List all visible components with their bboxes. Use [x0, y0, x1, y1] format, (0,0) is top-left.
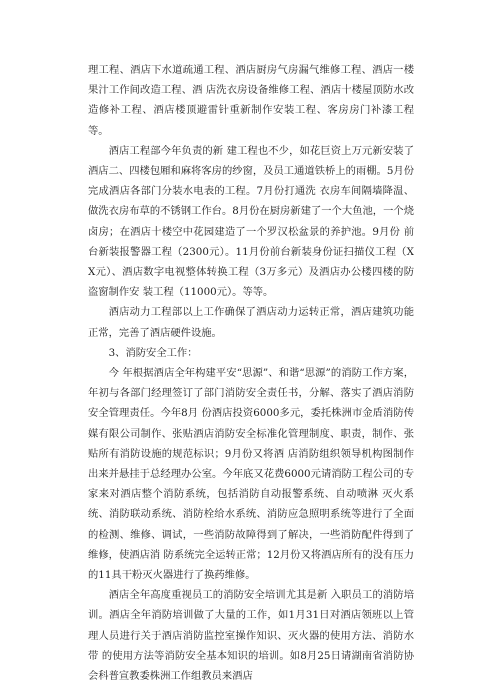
- paragraph-new-construction: 酒店工程部今年负责的新 建工程也不少，如花巨资上万元新安装了酒店二、四楼包厢和麻将客房的纱窗，及员工通道铁桥上的雨棚。5月份完成酒店各部门分装水电表的工程。7月份打通洗 衣房车间隔墙降温、做洗衣房布草的不锈钢工作台。8月份在厨房新建了一个大鱼池，一个烧卤房；在酒店十楼空中花园建造了一个罗汉松盆景的养护池。9月份 前台新装报警器工程（2300元）。11月份前台新装身份证扫描仪工程（XX元）、酒店数字电视整体转换工程（3万多元）及酒店办公楼四楼的防盗窗制作安 装工程（11000元）。等等。: [88, 144, 414, 299]
- paragraph-engineering-summary: 酒店动力工程部以上工作确保了酒店动力运转正常，酒店建筑功能正常，完善了酒店硬件设施。: [88, 306, 414, 339]
- paragraph-fire-safety-training: 酒店全年高度重视员工的消防安全培训尤其是新 入职员工的消防培训。酒店全年消防培训做了大量的工作，如1月31日对酒店领班以上管理人员进行关于酒店消防监控室操作知识、灭火器的使用方法、消防水带 的使用方法等消防安全基本知识的培训。如8月25日请湖南省消防协会科普宣教委株洲工作组教员来酒店: [88, 589, 414, 683]
- paragraph-engineering-maintenance: 理工程、酒店下水道疏通工程、酒店厨房气房漏气维修工程、酒店一楼果汁工作间改造工程、酒 店洗衣房设备维修工程、酒店十楼屋顶防水改造修补工程、酒店楼顶避雷针重新制作安装工程、客房房门补漆工程等。: [88, 64, 414, 137]
- paragraph-fire-safety-work: 今 年根据酒店全年构建平安“思源”、和谐“思源”的消防工作方案，年初与各部门经理签订了部门消防安全责任书，分解、落实了酒店消防安全管理责任。今年8月 份酒店投资6000多元，委托株洲市金盾消防传媒有限公司制作、张贴酒店消防安全标准化管理制度、职责，制作、张贴所有消防设施的规范标识；9月份又将酒 店消防组织领导机构图制作出来并悬挂于总经理办公室。今年底又花费6000元请消防工程公司的专家来对酒店整个消防系统，包括消防自动报警系统、自动喷淋 灭火系统、消防联动系统、消防栓给水系统、消防应急照明系统等进行了全面的检测、维修、调试，一些消防故障得到了解决，一些消防配件得到了维修，使酒店消 防系统完全运转正常；12月份又将酒店所有的没有压力的11具干粉灭火器进行了换药维修。: [88, 367, 414, 582]
- document-page: [88, 60, 414, 686]
- section-heading-fire-safety: 3、消防安全工作：: [108, 346, 198, 359]
